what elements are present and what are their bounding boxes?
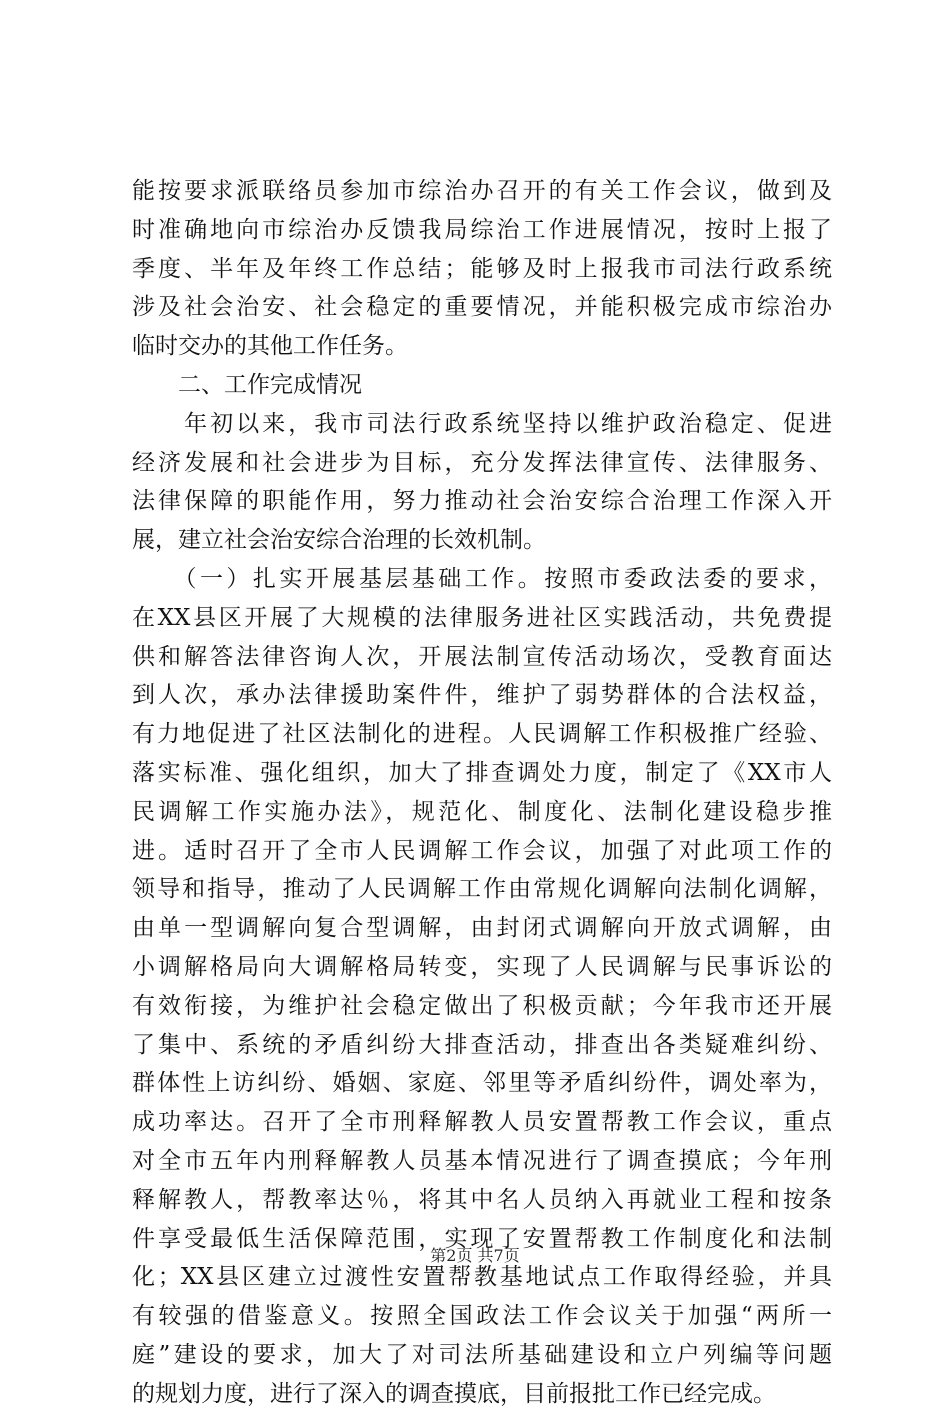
text-line: 进。适时召开了全市人民调解工作会议，加强了对此项工作的 [132, 837, 832, 864]
text-line: 展，建立社会治安综合治理的长效机制。 [132, 527, 546, 554]
text-line: 年初以来，我市司法行政系统坚持以维护政治稳定、促进 [132, 410, 832, 437]
text-line: 了集中、系统的矛盾纠纷大排查活动，排查出各类疑难纠纷、 [132, 1031, 832, 1058]
text-line: 法律保障的职能作用，努力推动社会治安综合治理工作深入开 [132, 488, 832, 515]
text-line: 的规划力度，进行了深入的调查摸底，目前报批工作已经完成。 [132, 1380, 776, 1407]
text-line: 释解教人，帮教率达％，将其中名人员纳入再就业工程和按条 [132, 1186, 832, 1213]
text-line: 有力地促进了社区法制化的进程。人民调解工作积极推广经验、 [132, 721, 832, 748]
text-line: 民调解工作实施办法》，规范化、制度化、法制化建设稳步推 [132, 798, 832, 825]
document-body [132, 172, 832, 1414]
text-line: 有较强的借鉴意义。按照全国政法工作会议关于加强“两所一 [132, 1303, 832, 1330]
text-line: 小调解格局向大调解格局转变，实现了人民调解与民事诉讼的 [132, 953, 832, 980]
text-line: 涉及社会治安、社会稳定的重要情况，并能积极完成市综治办 [132, 294, 832, 321]
text-line: 能按要求派联络员参加市综治办召开的有关工作会议，做到及 [132, 178, 832, 204]
text-line: 庭”建设的要求，加大了对司法所基础建设和立户列编等问题 [132, 1341, 832, 1368]
text-line: 对全市五年内刑释解教人员基本情况进行了调查摸底；今年刑 [132, 1147, 832, 1174]
page-number-footer: 第2页 共7页 [430, 1246, 520, 1265]
text-line: 有效衔接，为维护社会稳定做出了积极贡献；今年我市还开展 [132, 992, 832, 1019]
text-line: 成功率达。召开了全市刑释解教人员安置帮教工作会议，重点 [132, 1109, 832, 1136]
text-line: 落实标准、强化组织，加大了排查调处力度，制定了《XX市人 [132, 759, 832, 786]
text-line: 在XX县区开展了大规模的法律服务进社区实践活动，共免费提 [132, 604, 832, 631]
text-line: 群体性上访纠纷、婚姻、家庭、邻里等矛盾纠纷件，调处率为， [132, 1070, 832, 1097]
text-line: 领导和指导，推动了人民调解工作由常规化调解向法制化调解， [132, 876, 832, 903]
text-line: 时准确地向市综治办反馈我局综治工作进展情况，按时上报了 [132, 216, 832, 243]
text-line: 到人次，承办法律援助案件件，维护了弱势群体的合法权益， [132, 682, 832, 709]
text-line: 由单一型调解向复合型调解，由封闭式调解向开放式调解，由 [132, 915, 832, 942]
text-line: 化；XX县区建立过渡性安置帮教基地试点工作取得经验，并具 [132, 1264, 832, 1291]
text-line: 经济发展和社会进步为目标，充分发挥法律宣传、法律服务、 [132, 449, 832, 476]
text-line: （一）扎实开展基层基础工作。按照市委政法委的要求， [132, 565, 832, 592]
text-line: 供和解答法律咨询人次，开展法制宣传活动场次，受教育面达 [132, 643, 832, 670]
text-line: 临时交办的其他工作任务。 [132, 333, 408, 360]
text-line: 件享受最低生活保障范围，实现了安置帮教工作制度化和法制 [132, 1225, 832, 1252]
section-heading: 二、工作完成情况 [132, 371, 362, 398]
text-line: 季度、半年及年终工作总结；能够及时上报我市司法行政系统 [132, 255, 832, 282]
